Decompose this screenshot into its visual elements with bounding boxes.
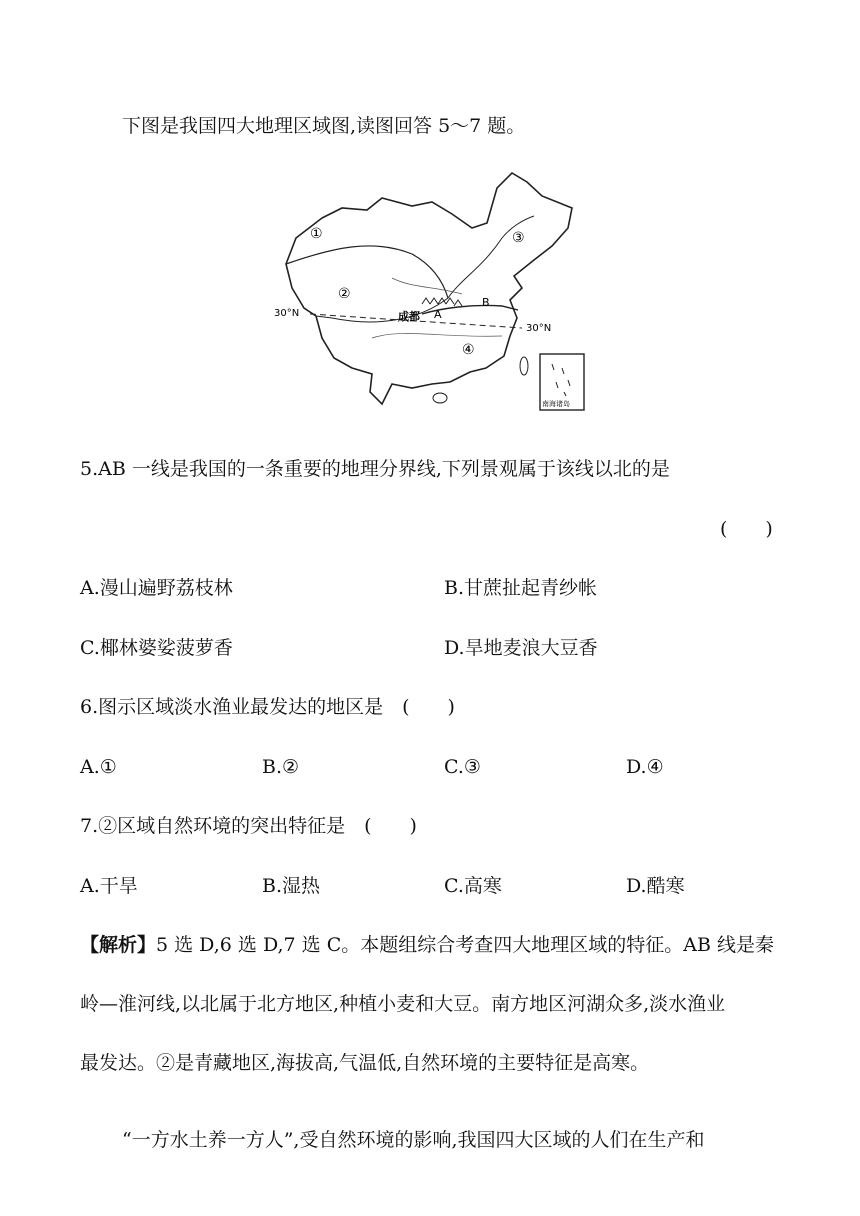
hainan-island xyxy=(433,393,447,403)
china-four-regions-map xyxy=(272,168,592,418)
q5-option-a: A.漫山遍野荔枝林 xyxy=(80,577,233,599)
region-2-label: ② xyxy=(338,286,351,302)
solution-line-1 xyxy=(80,931,774,959)
solution-line-3: 最发达。②是青藏地区,海拔高,气温低,自然环境的主要特征是高寒。 xyxy=(80,1052,650,1074)
solution-text-1: 5 选 D,6 选 D,7 选 C。本题组综合考查四大地理区域的特征。AB 线是秦 xyxy=(156,934,774,956)
q7-option-b: B.湿热 xyxy=(262,875,321,897)
question-7-stem: 7.②区域自然环境的突出特征是 ( ) xyxy=(80,815,417,837)
next-paragraph: “一方水土养一方人”,受自然环境的影响,我国四大区域的人们在生产和 xyxy=(122,1129,705,1151)
q6-option-a: A.① xyxy=(80,756,117,778)
city-label-chengdu: 成都 xyxy=(398,310,420,323)
taiwan-island xyxy=(520,357,528,375)
q7-option-a: A.干旱 xyxy=(80,875,138,897)
solution-tag: 【解析】 xyxy=(80,934,157,956)
inset-label: 南海诸岛 xyxy=(542,400,570,408)
question-6-stem: 6.图示区域淡水渔业最发达的地区是 ( ) xyxy=(80,696,455,718)
region-4-label: ④ xyxy=(462,342,475,358)
region-3-label: ③ xyxy=(512,230,525,246)
q5-option-d: D.旱地麦浪大豆香 xyxy=(444,637,598,659)
latitude-right-label: 30°N xyxy=(526,323,552,334)
region-boundary-north xyxy=(286,246,448,298)
solution-line-2: 岭—淮河线,以北属于北方地区,种植小麦和大豆。南方地区河湖众多,淡水渔业 xyxy=(80,993,726,1015)
q6-option-d: D.④ xyxy=(626,756,664,778)
q6-option-c: C.③ xyxy=(444,756,481,778)
q5-option-c: C.椰林婆娑菠萝香 xyxy=(80,637,233,659)
point-b-label: B xyxy=(482,296,490,309)
point-a-label: A xyxy=(434,308,442,321)
inset-dashes xyxy=(552,364,570,396)
q7-option-c: C.高寒 xyxy=(444,875,502,897)
intro-text: 下图是我国四大地理区域图,读图回答 5～7 题。 xyxy=(122,115,526,137)
q6-option-b: B.② xyxy=(262,756,300,778)
question-5-answer-parens: ( ) xyxy=(720,518,773,540)
q5-option-b: B.甘蔗扯起青纱帐 xyxy=(444,577,598,599)
q7-option-d: D.酷寒 xyxy=(626,875,685,897)
region-1-label: ① xyxy=(310,226,323,242)
china-outline xyxy=(286,173,572,404)
question-5-stem: 5.AB 一线是我国的一条重要的地理分界线,下列景观属于该线以北的是 xyxy=(80,458,670,480)
latitude-left-label: 30°N xyxy=(274,308,300,319)
